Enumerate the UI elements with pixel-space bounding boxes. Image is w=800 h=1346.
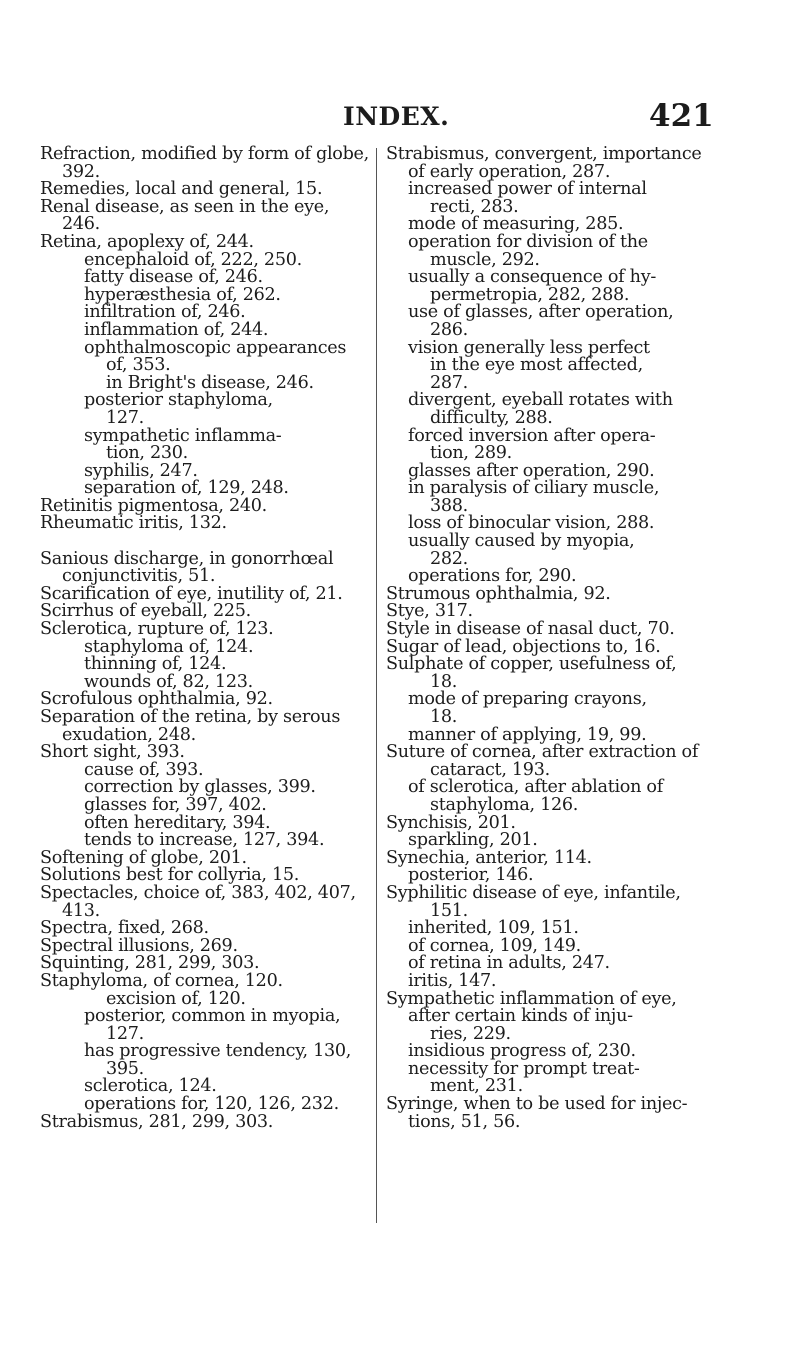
index-entry: Rheumatic iritis, 132. bbox=[40, 513, 227, 534]
index-subentry: hyperæsthesia of, 262. bbox=[84, 284, 281, 305]
index-subentry: cataract, 193. bbox=[430, 759, 550, 780]
index-entry: Remedies, local and general, 15. bbox=[40, 179, 323, 200]
index-entry: Strumous ophthalmia, 92. bbox=[386, 583, 611, 604]
index-subentry: syphilis, 247. bbox=[84, 460, 198, 481]
index-subentry: of retina in adults, 247. bbox=[408, 953, 610, 974]
index-subentry: 151. bbox=[430, 900, 468, 921]
running-head bbox=[0, 96, 800, 136]
index-subentry: posterior staphyloma, bbox=[84, 390, 273, 411]
index-subentry: fatty disease of, 246. bbox=[84, 267, 263, 288]
index-subentry: tion, 289. bbox=[430, 443, 512, 464]
index-subentry: 413. bbox=[62, 900, 100, 921]
column-divider bbox=[376, 148, 377, 1223]
index-subentry: necessity for prompt treat- bbox=[408, 1058, 640, 1079]
index-subentry: 18. bbox=[430, 671, 458, 692]
index-subentry: tion, 230. bbox=[106, 443, 188, 464]
index-entry: Stye, 317. bbox=[386, 601, 473, 622]
index-entry: Solutions best for collyria, 15. bbox=[40, 865, 300, 886]
index-subentry: staphyloma of, 124. bbox=[84, 636, 254, 657]
index-subentry: often hereditary, 394. bbox=[84, 812, 271, 833]
index-subentry: ophthalmoscopic appearances bbox=[84, 337, 347, 358]
index-subentry: operations for, 120, 126, 232. bbox=[84, 1094, 339, 1115]
index-subentry: recti, 283. bbox=[430, 196, 519, 217]
index-entry: Synechia, anterior, 114. bbox=[386, 847, 592, 868]
index-subentry: 282. bbox=[430, 548, 468, 569]
index-subentry: infiltration of, 246. bbox=[84, 302, 246, 323]
index-entry: Separation of the retina, by serous bbox=[40, 707, 341, 727]
index-subentry: cause of, 393. bbox=[84, 759, 204, 780]
index-subentry: 392. bbox=[62, 161, 100, 182]
index-subentry: has progressive tendency, 130, bbox=[84, 1041, 352, 1062]
index-subentry: ries, 229. bbox=[430, 1023, 511, 1044]
index-entry: Spectral illusions, 269. bbox=[40, 935, 238, 956]
index-subentry: forced inversion after opera- bbox=[408, 425, 656, 446]
index-subentry: inherited, 109, 151. bbox=[408, 918, 579, 939]
index-subentry: increased power of internal bbox=[408, 179, 647, 200]
index-subentry: usually a consequence of hy- bbox=[408, 267, 656, 288]
index-subentry: usually caused by myopia, bbox=[408, 531, 635, 552]
index-subentry: glasses after operation, 290. bbox=[408, 460, 655, 481]
index-subentry: mode of measuring, 285. bbox=[408, 214, 624, 235]
index-subentry: divergent, eyeball rotates with bbox=[408, 390, 673, 411]
index-entry: Staphyloma, of cornea, 120. bbox=[40, 970, 283, 991]
index-entry: Scrofulous ophthalmia, 92. bbox=[40, 689, 273, 710]
index-entry: Squinting, 281, 299, 303. bbox=[40, 953, 260, 974]
index-subentry: in Bright's disease, 246. bbox=[106, 372, 314, 393]
index-subentry: vision generally less perfect bbox=[408, 337, 650, 358]
index-subentry: posterior, common in myopia, bbox=[84, 1006, 341, 1027]
index-subentry: tends to increase, 127, 394. bbox=[84, 830, 325, 851]
index-subentry: 127. bbox=[106, 407, 144, 428]
index-entry: Refraction, modified by form of globe, bbox=[40, 144, 369, 164]
index-subentry: of, 353. bbox=[106, 355, 171, 376]
index-subentry: ment, 231. bbox=[430, 1076, 523, 1097]
index-subentry: wounds of, 82, 123. bbox=[84, 671, 253, 692]
index-subentry: loss of binocular vision, 288. bbox=[408, 513, 655, 534]
index-subentry: posterior, 146. bbox=[408, 865, 534, 886]
index-subentry: of sclerotica, after ablation of bbox=[408, 777, 663, 798]
index-subentry: of early operation, 287. bbox=[408, 161, 611, 182]
index-entry: Strabismus, convergent, importance bbox=[386, 144, 702, 164]
page-title: INDEX. bbox=[343, 102, 450, 131]
index-subentry: 246. bbox=[62, 214, 100, 235]
index-subentry: of cornea, 109, 149. bbox=[408, 935, 581, 956]
index-subentry: exudation, 248. bbox=[62, 724, 196, 745]
index-entry: Sanious discharge, in gonorrhœal bbox=[40, 548, 334, 569]
index-subentry: operation for division of the bbox=[408, 231, 648, 252]
index-subentry: permetropia, 282, 288. bbox=[430, 284, 630, 305]
index-subentry: manner of applying, 19, 99. bbox=[408, 724, 647, 745]
index-subentry: muscle, 292. bbox=[430, 249, 540, 270]
index-subentry: 18. bbox=[430, 707, 458, 727]
index-entry: Sclerotica, rupture of, 123. bbox=[40, 619, 274, 640]
index-subentry: staphyloma, 126. bbox=[430, 794, 579, 815]
index-entry: Retinitis pigmentosa, 240. bbox=[40, 495, 267, 516]
index-entry: Renal disease, as seen in the eye, bbox=[40, 196, 330, 217]
index-subentry: mode of preparing crayons, bbox=[408, 689, 647, 710]
index-entry: Style in disease of nasal duct, 70. bbox=[386, 619, 675, 640]
index-subentry: in the eye most affected, bbox=[430, 355, 643, 376]
index-entry: Short sight, 393. bbox=[40, 742, 185, 763]
index-subentry: glasses for, 397, 402. bbox=[84, 794, 267, 815]
index-subentry: thinning of, 124. bbox=[84, 654, 227, 675]
index-subentry: difficulty, 288. bbox=[430, 407, 553, 428]
index-entry: Syringe, when to be used for injec- bbox=[386, 1094, 688, 1115]
index-entry: Spectra, fixed, 268. bbox=[40, 918, 209, 939]
index-subentry: 287. bbox=[430, 372, 468, 393]
index-entry: Softening of globe, 201. bbox=[40, 847, 247, 868]
index-subentry: encephaloid of, 222, 250. bbox=[84, 249, 302, 270]
index-entry: Sugar of lead, objections to, 16. bbox=[386, 636, 661, 657]
index-subentry: 286. bbox=[430, 319, 468, 340]
index-subentry: use of glasses, after operation, bbox=[408, 302, 674, 323]
index-entry: Strabismus, 281, 299, 303. bbox=[40, 1111, 274, 1132]
index-subentry: 388. bbox=[430, 495, 468, 516]
index-subentry: sparkling, 201. bbox=[408, 830, 538, 851]
index-entry: Synchisis, 201. bbox=[386, 812, 516, 833]
page-number: 421 bbox=[649, 98, 714, 134]
index-subentry: operations for, 290. bbox=[408, 566, 577, 587]
index-subentry: excision of, 120. bbox=[106, 988, 246, 1009]
index-subentry: 127. bbox=[106, 1023, 144, 1044]
index-subentry: sympathetic inflamma- bbox=[84, 425, 282, 446]
index-subentry: sclerotica, 124. bbox=[84, 1076, 217, 1097]
index-subentry: 395. bbox=[106, 1058, 144, 1079]
index-subentry: tions, 51, 56. bbox=[408, 1111, 521, 1132]
index-column-left bbox=[40, 146, 375, 1131]
index-subentry: conjunctivitis, 51. bbox=[62, 566, 216, 587]
index-subentry: iritis, 147. bbox=[408, 970, 497, 991]
index-subentry: in paralysis of ciliary muscle, bbox=[408, 478, 660, 499]
index-entry: Scirrhus of eyeball, 225. bbox=[40, 601, 251, 622]
index-entry: Spectacles, choice of, 383, 402, 407, bbox=[40, 882, 356, 903]
index-subentry: after certain kinds of inju- bbox=[408, 1006, 633, 1027]
index-entry: Sympathetic inflammation of eye, bbox=[386, 988, 677, 1009]
index-entry: Suture of cornea, after extraction of bbox=[386, 742, 699, 763]
index-column-right bbox=[386, 146, 758, 1131]
index-entry: Syphilitic disease of eye, infantile, bbox=[386, 882, 681, 903]
index-subentry: separation of, 129, 248. bbox=[84, 478, 289, 499]
index-entry: Sulphate of copper, usefulness of, bbox=[386, 654, 677, 675]
index-subentry: insidious progress of, 230. bbox=[408, 1041, 636, 1062]
index-entry: Scarification of eye, inutility of, 21. bbox=[40, 583, 343, 604]
index-entry: Retina, apoplexy of, 244. bbox=[40, 231, 254, 252]
index-subentry: correction by glasses, 399. bbox=[84, 777, 316, 798]
index-subentry: inflammation of, 244. bbox=[84, 319, 269, 340]
